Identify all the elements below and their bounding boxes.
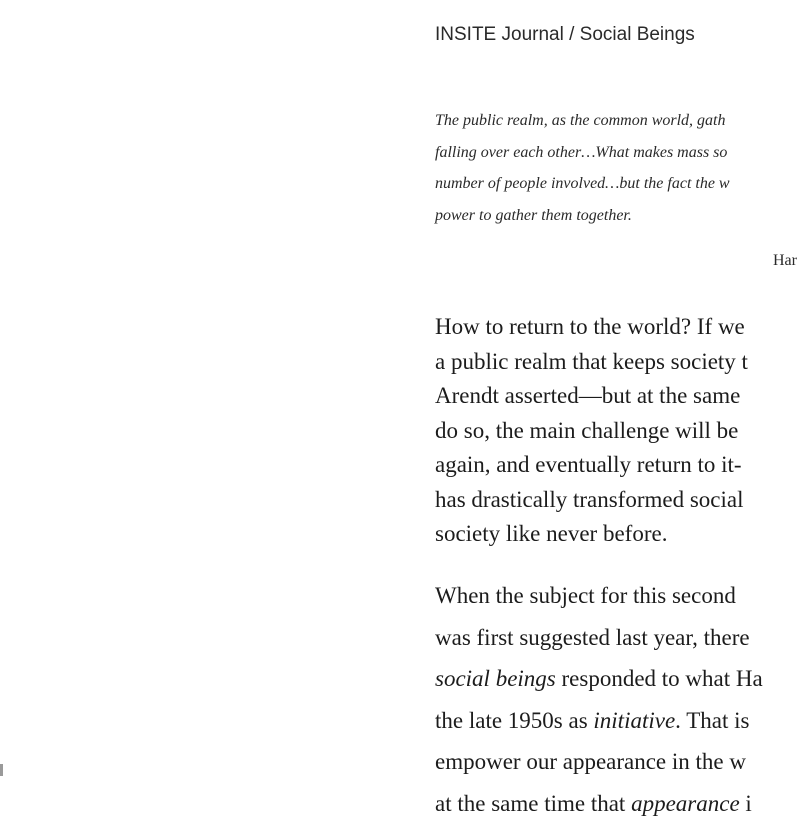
epigraph-line: number of people involved…but the fact the w [435,168,730,200]
emphasis-text: appearance [631,791,740,816]
paragraph-line: again, and eventually return to it- [435,448,748,483]
page-edge-mark [0,764,3,776]
paragraph-line [435,783,763,824]
body-paragraph-2 [435,575,763,824]
paragraph-line [435,658,763,700]
paragraph-line [435,700,763,742]
paragraph-text: i [740,791,752,816]
paragraph-line: has drastically transformed social [435,483,748,518]
paragraph-text: responded to what Ha [556,666,763,691]
paragraph-line: empower our appearance in the w [435,741,763,783]
paragraph-text: . That is [675,708,749,733]
paragraph-line: a public realm that keeps society t [435,345,748,380]
epigraph-line: power to gather them together. [435,200,730,232]
paragraph-line: Arendt asserted—but at the same [435,379,748,414]
paragraph-text: the late 1950s as [435,708,593,733]
epigraph-quote [435,105,730,231]
paragraph-line: do so, the main challenge will be [435,414,748,449]
body-paragraph-1 [435,310,748,552]
paragraph-line: society like never before. [435,517,748,552]
epigraph-line: falling over each other…What makes mass so [435,137,730,169]
epigraph-attribution: Har [773,252,797,270]
paragraph-line: How to return to the world? If we [435,310,748,345]
paragraph-line: When the subject for this second [435,575,763,617]
paragraph-line: was first suggested last year, there [435,617,763,659]
paragraph-text: at the same time that [435,791,631,816]
epigraph-line: The public realm, as the common world, gath [435,105,730,137]
emphasis-text: initiative [593,708,675,733]
journal-breadcrumb: INSITE Journal / Social Beings [435,24,695,46]
emphasis-text: social beings [435,666,556,691]
